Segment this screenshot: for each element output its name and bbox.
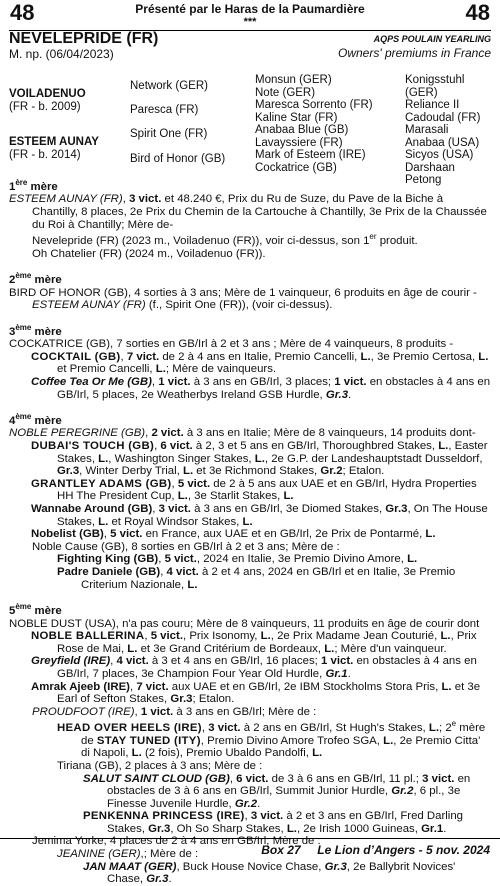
pedigree-gen2-2: Spirit One (FR)	[130, 128, 208, 140]
section-heading-1: 1ère mère	[9, 178, 58, 193]
pedigree-gen4-2: Cadoudal (FR)	[405, 111, 481, 124]
dam-5-greatproduce-1: SALUT SAINT CLOUD (GB), 6 vict. de 3 à 6 ans en GB/Irl, 11 pl.; 3 vict. en obstacles de 3 à 6 ans en GB/Irl, Summit Junior Hurdle, Gr.2, 6 pl., 3e Finesse Juvenile Hurdle, Gr.2.	[83, 772, 471, 810]
pedigree-gen3-4: Anabaa Blue (GB)	[255, 124, 349, 136]
dam-5-grandproduce-2: Tiriana (GB), 2 places à 3 ans; Mère de :	[57, 759, 263, 772]
dam-4-produce-4: Nobelist (GB), 5 vict. en France, aux UAE et en GB/Irl, 2e Prix de Pontarmé, L.	[31, 528, 436, 541]
dam-1-paragraph: ESTEEM AUNAY (FR), 3 vict. et 48.240 €, Prix du Ru de Suze, du Pave de la Biche à Chantilly, 8 places, 2e Prix du Chemin de la Cartouche à Chantilly, 3e Prix de la Chaussée du Roi à Chantilly; Mère de-	[9, 193, 487, 231]
dam-info: (FR - b. 2014)	[9, 148, 81, 161]
lot-number-right: 48	[465, 0, 490, 25]
dam-5-produce-1: NOBLE BALLERINA, 5 vict., Prix Isonomy, L., 2e Prix Madame Jean Couturié, L., Prix Rose de Mai, L. et 3e Grand Critérium de Bordeaux, L.; Mère d'un vainqueur.	[31, 630, 477, 655]
pedigree-gen4-7: Petong	[405, 174, 442, 186]
dam-name: ESTEEM AUNAY	[9, 136, 99, 148]
pedigree-dam	[9, 136, 99, 161]
dam-1-produce-2: Oh Chatelier (FR) (2024 m., Voiladenuo (FR)).	[32, 247, 266, 260]
pedigree-sire	[9, 88, 86, 113]
pedigree-gen3	[255, 74, 373, 174]
dam-5-grandproduce-1: HEAD OVER HEELS (IRE), 3 vict. à 2 ans en GB/Irl, St Hugh's Stakes, L.; 2e mère de STAY TUNED (ITY), Premio Divino Amore Trofeo SGA, L., 2e Premio Citta' di Napoli, L. (2 fois), Premio Ubaldo Pandolfi, L.	[57, 719, 486, 760]
section-heading-5: 5ème mère	[9, 602, 62, 617]
pedigree-gen4-0: Konigsstuhl (GER)	[405, 74, 465, 99]
dam-5-produce-5: Jemima Yorke, 4 places de 2 à 4 ans en GB/Irl; Mère de :	[32, 835, 321, 848]
pedigree-gen4-4: Anabaa (USA)	[405, 136, 480, 149]
dam-5-greatproduce-2: PENKENNA PRINCESS (IRE), 3 vict. à 2 et 3 ans en GB/Irl, Fred Darling Stakes, Gr.3, Oh So Sharp Stakes, L., 2e Irish 1000 Guineas, Gr.1.	[83, 810, 463, 835]
pedigree-gen3-1: Note (GER)	[255, 86, 316, 99]
dam-4-paragraph: NOBLE PEREGRINE (GB), 2 vict. à 3 ans en Italie; Mère de 8 vainqueurs, 14 produits dont-	[9, 427, 476, 440]
pedigree-gen3-5: Lavayssiere (FR)	[255, 136, 343, 149]
pedigree-gen2-3: Bird of Honor (GB)	[130, 153, 226, 165]
footer-box-venue: Box 27 Le Lion d’Angers - 5 nov. 2024	[261, 843, 490, 857]
dam-4-produce-1: DUBAI'S TOUCH (GB), 6 vict. à 2, 3 et 5 ans en GB/Irl, Thoroughbred Stakes, L., Easter Stakes, L., Washington Singer Stakes, L., 2e G.P. der Landeshauptstadt Dusseldorf, Gr.3, Winter Derby Trial, L. et 3e Richmond Stakes, Gr.2; Etalon.	[31, 440, 488, 478]
sire-name: VOILADENUO	[9, 88, 86, 100]
lot-number-left: 48	[10, 0, 35, 25]
dam-3-paragraph: COCKATRICE (GB), 7 sorties en GB/Irl à 2 et 3 ans ; Mère de 4 vainqueurs, 8 produits -	[9, 338, 454, 351]
pedigree-gen4-6: Darshaan	[405, 161, 455, 174]
dam-4-produce-5: Noble Cause (GB), 8 sorties en GB/Irl à 2 et 3 ans; Mère de :	[32, 540, 340, 553]
dam-4-produce-2: GRANTLEY ADAMS (GB), 5 vict. de 2 à 5 ans aux UAE et en GB/Irl, Hydra Properties HH The President Cup, L., 3e Starlit Stakes, L.	[31, 477, 477, 503]
dam-4-grandproduce-1: Fighting King (GB), 5 vict., 2024 en Italie, 3e Premio Divino Amore, L.	[57, 553, 418, 566]
pedigree-gen3-3: Kaline Star (FR)	[255, 111, 338, 124]
section-heading-4: 4ème mère	[9, 412, 62, 427]
dam-5-produce-3: Amrak Ajeeb (IRE), 7 vict. aux UAE et en GB/Irl, 2e IBM Stockholms Stora Pris, L. et 3e Earl of Sefton Stakes, Gr.3; Etalon.	[31, 680, 481, 706]
horse-birth: M. np. (06/04/2023)	[9, 47, 114, 61]
pedigree-gen4-1: Reliance II	[405, 99, 460, 111]
pedigree-gen3-7: Cockatrice (GB)	[255, 161, 337, 174]
dam-3-produce-1: COCKTAIL (GB), 7 vict. de 2 à 4 ans en Italie, Premio Cancelli, L., 3e Premio Certosa, L. et Premio Cancelli, L.; Mère de vainqueurs.	[31, 350, 489, 376]
dam-5-produce-4: PROUDFOOT (IRE), 1 vict. à 3 ans en GB/Irl; Mère de :	[32, 705, 317, 718]
horse-category: AQPS POULAIN YEARLING	[373, 34, 491, 44]
dam-1-produce-1: Nevelepride (FR) (2023 m., Voiladenuo (FR)), voir ci-dessus, son 1er produit.	[32, 232, 418, 247]
dam-5-grandproduce-3: JEANINE (GER),; Mère de :	[57, 848, 199, 861]
pedigree-gen3-6: Mark of Esteem (IRE)	[255, 149, 366, 161]
dam-5-produce-2: Greyfield (IRE), 4 vict. à 3 et 4 ans en GB/Irl, 16 places; 1 vict. en obstacles à 4 ans en GB/Irl, 7 places, 3e Champion Four Year Old Hurdle, Gr.1.	[31, 655, 477, 680]
pedigree-gen3-0: Monsun (GER)	[255, 74, 332, 86]
catalogue-body	[9, 177, 491, 886]
section-heading-2: 2ème mère	[9, 271, 62, 286]
pedigree-gen4-5: Sicyos (USA)	[405, 149, 474, 161]
dam-5-greatproduce-3: JAN MAAT (GER), Buck House Novice Chase, Gr.3, 2e Ballybrit Novices' Chase, Gr.3.	[83, 860, 456, 886]
owners-premiums: Owners' premiums in France	[338, 46, 491, 60]
header-stars: ***	[243, 16, 257, 28]
dam-3-produce-2: Coffee Tea Or Me (GB), 1 vict. à 3 ans en GB/Irl, 3 places; 1 vict. en obstacles à 4 ans en GB/Irl, 5 places, 2e Weatherbys Ireland GSB Hurdle, Gr.3.	[31, 375, 491, 401]
pedigree-gen4	[405, 74, 500, 187]
horse-name: NEVELEPRIDE (FR)	[9, 30, 159, 47]
footer-divider	[0, 838, 500, 839]
sire-info: (FR - b. 2009)	[9, 100, 81, 113]
dam-2-paragraph: BIRD OF HONOR (GB), 4 sorties à 3 ans; Mère de 1 vainqueur, 6 produits en âge de courir - ESTEEM AUNAY (FR) (f., Spirit One (FR)), (voir ci-dessus).	[9, 286, 477, 312]
pedigree-gen2-1: Paresca (FR)	[130, 104, 199, 116]
pedigree-gen4-3: Marasali	[405, 124, 449, 136]
dam-4-grandproduce-2: Padre Daniele (GB), 4 vict. à 2 et 4 ans, 2024 en GB/Irl et en Italie, 3e Premio Criterium Nazionale, L.	[57, 566, 456, 591]
pedigree-gen3-2: Maresca Sorrento (FR)	[255, 99, 373, 111]
presenter-text: Présenté par le Haras de la Paumardière	[135, 2, 365, 16]
section-heading-3: 3ème mère	[9, 322, 62, 338]
page-header	[80, 3, 420, 29]
pedigree-gen2-0: Network (GER)	[130, 80, 208, 92]
dam-5-paragraph: NOBLE DUST (USA), n'a pas couru; Mère de 8 vainqueurs, 11 produits en âge de courir dont	[9, 617, 480, 630]
dam-4-produce-3: Wannabe Around (GB), 3 vict. à 3 ans en GB/Irl, 3e Diomed Stakes, Gr.3, On The House Stakes, L. et Royal Windsor Stakes, L.	[31, 503, 488, 528]
